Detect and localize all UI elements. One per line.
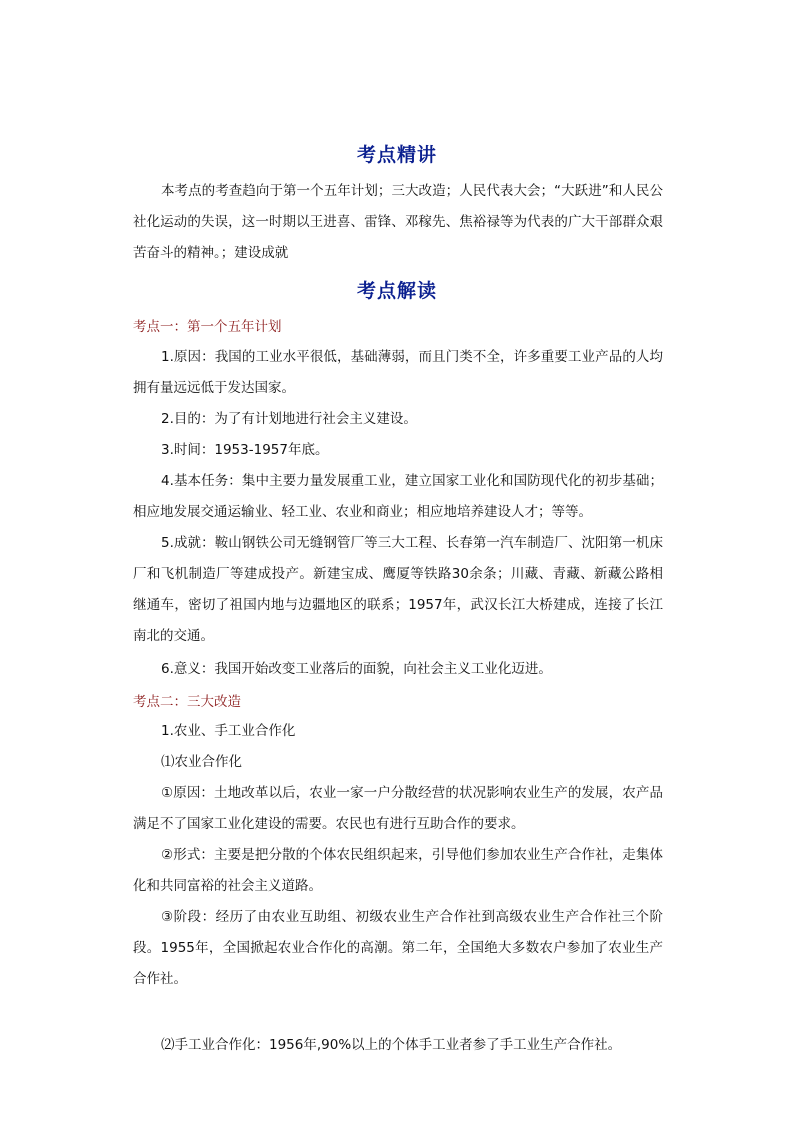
section-title-jingjiang: 考点精讲 <box>356 144 437 166</box>
point2-subheading-cooperation: 1.农业、手工业合作化 <box>161 723 296 739</box>
point2-handicraft: ⑵手工业合作化：1956年,90%以上的个体手工业者参了手工业生产合作社。 <box>161 1037 622 1053</box>
point2-reason: ①原因：土地改革以后，农业一家一户分散经营的状况影响农业生产的发展，农产品满足不了国家工业化建设的需要。农民也有进行互助合作的要求。 <box>133 785 663 832</box>
point2-form: ②形式：主要是把分散的个体农民组织起来，引导他们参加农业生产合作社，走集体化和共同富裕的社会主义道路。 <box>133 847 663 894</box>
point2-heading: 考点二：三大改造 <box>133 694 241 710</box>
intro-paragraph: 本考点的考查趋向于第一个五年计划；三大改造；人民代表大会；“大跃进”和人民公社化运动的失误，这一时期以王进喜、雷锋、邓稼先、焦裕禄等为代表的广大干部群众艰苦奋斗的精神。；建设成就 <box>133 183 663 261</box>
point1-item-achievement: 5.成就：鞍山钢铁公司无缝钢管厂等三大工程、长春第一汽车制造厂、沈阳第一机床厂和飞机制造厂等建成投产。新建宝成、鹰厦等铁路30余条；川藏、青藏、新藏公路相继通车，密切了祖国内地与边疆地区的联系；1957年，武汉长江大桥建成，连接了长江南北的交通。 <box>133 535 663 644</box>
point1-item-task: 4.基本任务：集中主要力量发展重工业，建立国家工业化和国防现代化的初步基础；相应地发展交通运输业、轻工业、农业和商业；相应地培养建设人才；等等。 <box>133 473 663 520</box>
point1-heading: 考点一：第一个五年计划 <box>133 319 282 335</box>
point1-item-reason: 1.原因：我国的工业水平很低，基础薄弱，而且门类不全，许多重要工业产品的人均拥有量远远低于发达国家。 <box>133 349 663 396</box>
point1-item-time: 3.时间：1953-1957年底。 <box>161 442 329 458</box>
point2-stage: ③阶段：经历了由农业互助组、初级农业生产合作社到高级农业生产合作社三个阶段。1955年，全国掀起农业合作化的高潮。第二年，全国绝大多数农户参加了农业生产合作社。 <box>133 909 663 987</box>
section-title-jiedu: 考点解读 <box>356 280 437 302</box>
point2-subheading-agriculture: ⑴农业合作化 <box>161 754 242 770</box>
point1-item-significance: 6.意义：我国开始改变工业落后的面貌，向社会主义工业化迈进。 <box>161 661 552 677</box>
point1-item-purpose: 2.目的：为了有计划地进行社会主义建设。 <box>161 411 417 427</box>
